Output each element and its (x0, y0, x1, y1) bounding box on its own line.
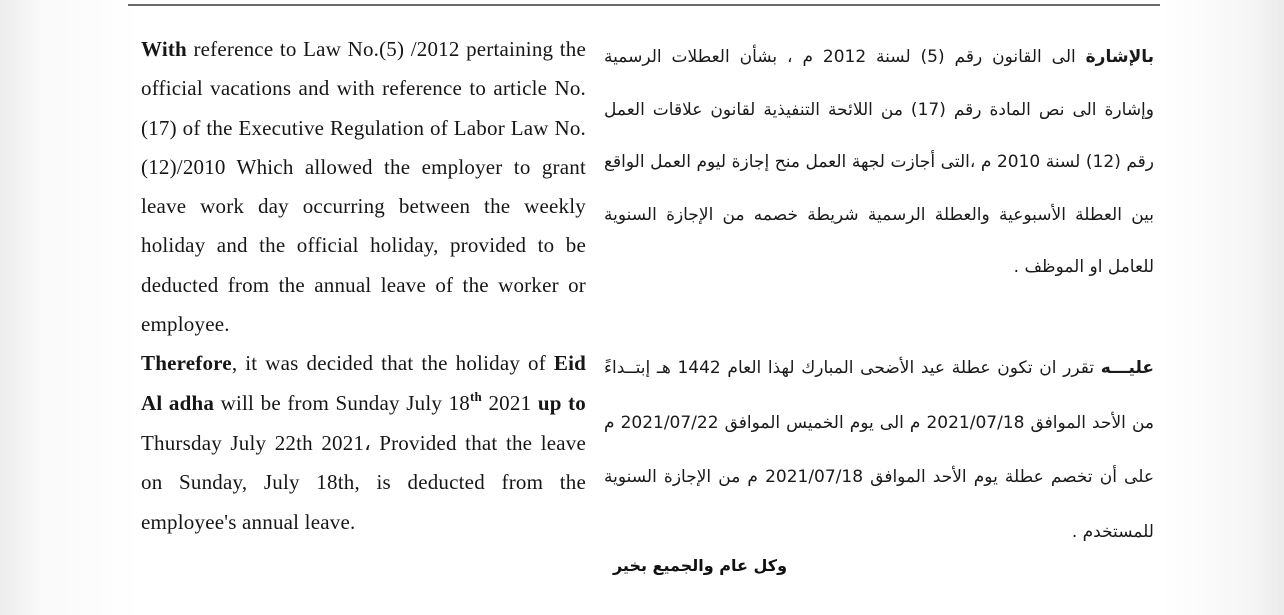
top-divider (128, 4, 1160, 6)
arabic-para2-text: تقرر ان تكون عطلة عيد الأضحى المبارك لهذا العام 1442 هـ إبتــداءً من الأحد الموافق 2021/07/18 م الى يوم الخميس الموافق 2021/07/22 م على أن تخصم عطلة يوم الأحد الموافق 2021/07/18 م من الإجازة السنوية للمستخدم . (604, 358, 1154, 542)
arabic-paragraph-reference (604, 31, 1154, 294)
english-paragraph-decision (141, 344, 586, 542)
arabic-paragraph-decision (604, 341, 1154, 559)
arabic-para1-text: الى القانون رقم (5) لسنة 2012 م ، بشأن العطلات الرسمية وإشارة الى نص المادة رقم (17) من اللائحة التنفيذية لقانون علاقات العمل رقم (12) لسنة 2010 م ،التى أجازت لجهة العمل منح إجازة ليوم العمل الواقع بين العطلة الأسبوعية والعطلة الرسمية شريطة خصمه من الإجازة السنوية للعامل او الموظف . (604, 47, 1155, 277)
english-para2-lead: Therefore (141, 351, 232, 376)
english-para2-text3: 2021 (481, 390, 538, 415)
arabic-para2-lead: عليـــه (1100, 358, 1154, 378)
arabic-para1-lead: بالإشارة (1085, 47, 1154, 67)
arabic-closing-greeting: وكل عام والجميع بخير (612, 556, 788, 575)
english-column (141, 30, 586, 542)
holiday-name: Eid Al adha (141, 351, 586, 415)
english-para2-text4: Thursday July 22th 2021، Provided that the leave on Sunday, July 18th, is deducted from the employee's annual leave. (141, 430, 586, 534)
english-paragraph-reference (141, 30, 586, 344)
up-to-label: up to (537, 390, 586, 415)
english-para2-text2: will be from Sunday July 18 (214, 390, 470, 415)
english-para2-text1: , it was decided that the holiday of (231, 351, 554, 376)
date-superscript: th (469, 388, 482, 404)
english-para1-lead: With (141, 37, 187, 61)
english-para1-text: reference to Law No.(5) /2012 pertaining the official vacations and with reference to article No.(17) of the Executive Regulation of Labor Law No.(12)/2010 Which allowed the employer to grant leave work day occurring between the weekly holiday and the official holiday, provided to be deducted from the annual leave of the worker or employee. (141, 37, 586, 337)
